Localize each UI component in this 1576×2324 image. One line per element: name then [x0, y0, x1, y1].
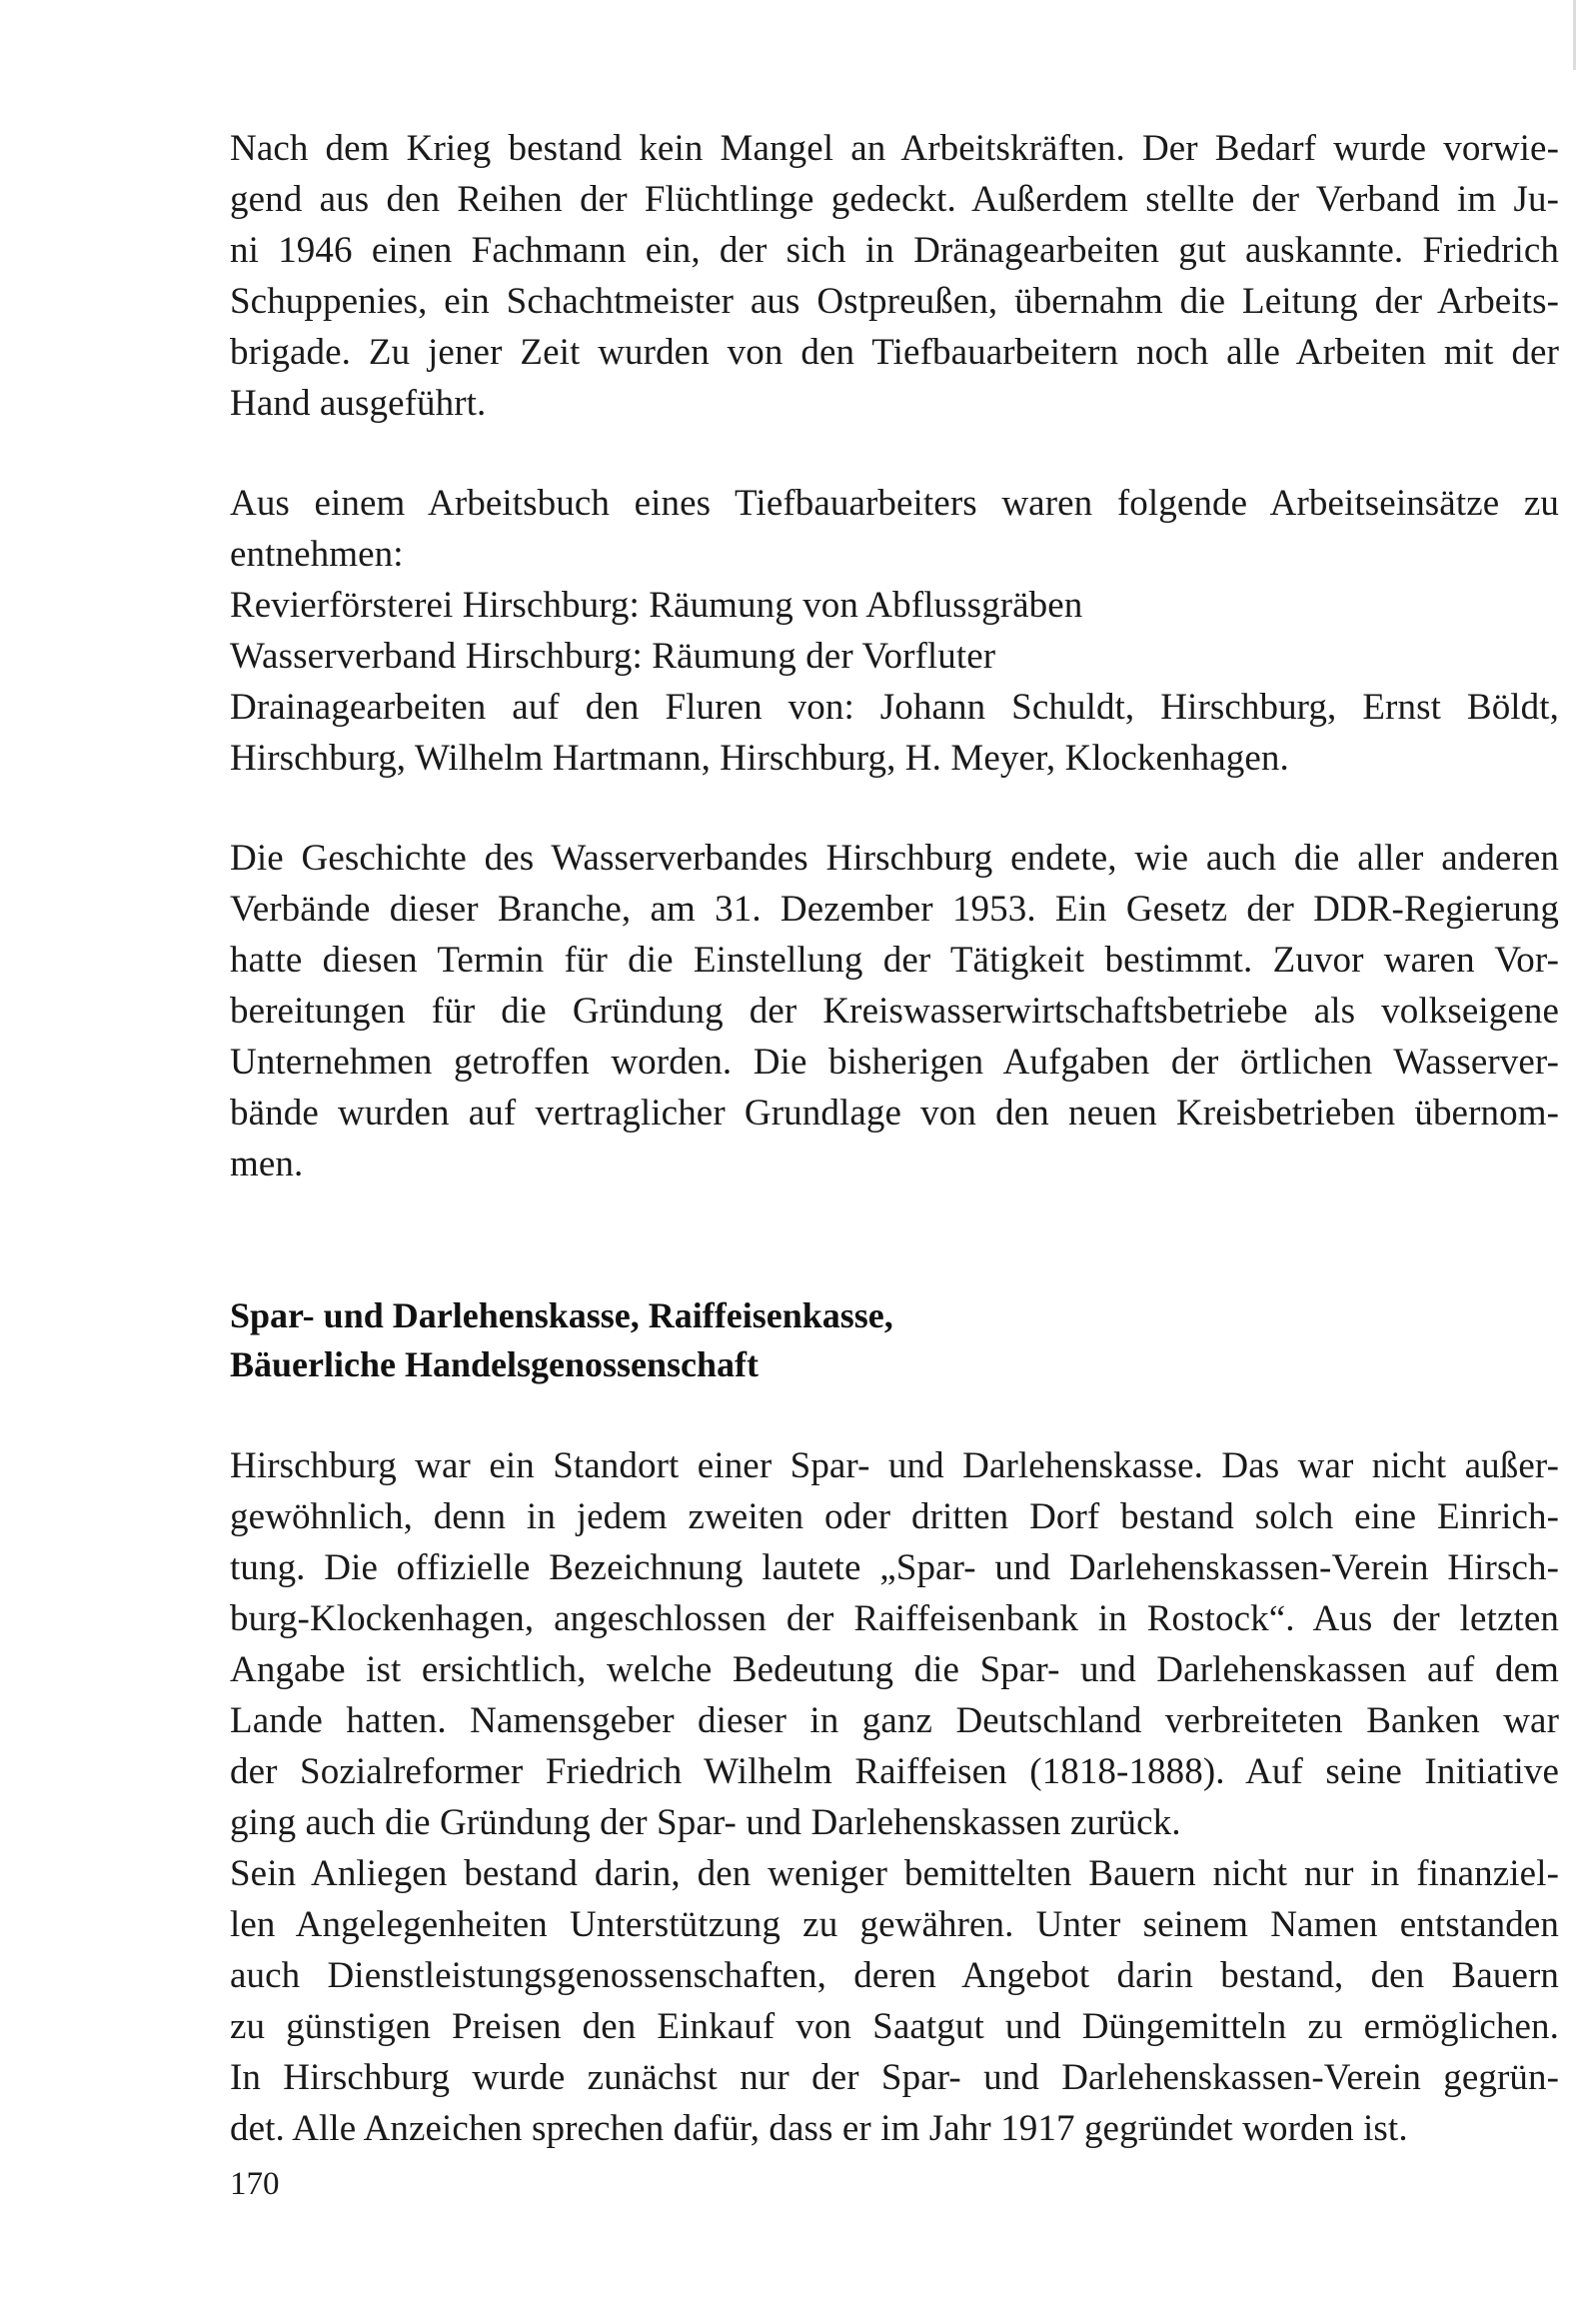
paragraph-3-line-1: Die Geschichte des Wasserverbandes Hirschburg endete, wie auch die aller anderen — [230, 838, 1559, 879]
paragraph-2-line-1: Aus einem Arbeitsbuch eines Tiefbauarbeiters waren folgende Arbeitseinsätze zu — [230, 483, 1559, 524]
section-heading-line-2: Bäuerliche Handelsgenossenschaft — [230, 1344, 760, 1384]
section-paragraph-1-line-7: der Sozialreformer Friedrich Wilhelm Raiffeisen (1818-1888). Auf seine Initiative — [230, 1751, 1559, 1792]
paragraph-3-line-2: Verbände dieser Branche, am 31. Dezember 1953. Ein Gesetz der DDR-Regierung — [230, 889, 1559, 930]
paragraph-2-line-3: Revierförsterei Hirschburg: Räumung von Abflussgräben — [230, 585, 1083, 626]
paragraph-1-line-1: Nach dem Krieg bestand kein Mangel an Arbeitskräften. Der Bedarf wurde vorwie- — [230, 128, 1559, 169]
section-paragraph-1-line-2: gewöhnlich, denn in jedem zweiten oder dritten Dorf bestand solch eine Einrich- — [230, 1496, 1559, 1537]
paragraph-1-line-4: Schuppenies, ein Schachtmeister aus Ostpreußen, übernahm die Leitung der Arbeits- — [230, 281, 1559, 322]
paragraph-3-line-4: bereitungen für die Gründung der Kreiswasserwirtschaftsbetriebe als volkseigene — [230, 991, 1559, 1032]
section-paragraph-1-line-1: Hirschburg war ein Standort einer Spar- und Darlehenskasse. Das war nicht außer- — [230, 1445, 1559, 1486]
section-paragraph-2-line-2: len Angelegenheiten Unterstützung zu gewähren. Unter seinem Namen entstanden — [230, 1904, 1559, 1945]
section-paragraph-1-line-4: burg-Klockenhagen, angeschlossen der Raiffeisenbank in Rostock“. Aus der letzten — [230, 1598, 1559, 1639]
paragraph-1-line-6: Hand ausgeführt. — [230, 383, 487, 424]
paragraph-3-line-3: hatte diesen Termin für die Einstellung der Tätigkeit bestimmt. Zuvor waren Vor- — [230, 940, 1559, 981]
section-paragraph-2-line-3: auch Dienstleistungsgenossenschaften, deren Angebot darin bestand, den Bauern — [230, 1955, 1559, 1996]
paragraph-3-line-7: men. — [230, 1144, 304, 1184]
section-heading-line-1: Spar- und Darlehenskasse, Raiffeisenkasse, — [230, 1295, 893, 1335]
section-paragraph-2-line-1: Sein Anliegen bestand darin, den weniger bemittelten Bauern nicht nur in finanziel- — [230, 1853, 1559, 1894]
paragraph-2-line-4: Wasserverband Hirschburg: Räumung der Vorfluter — [230, 636, 996, 677]
paragraph-3-line-5: Unternehmen getroffen worden. Die bisherigen Aufgaben der örtlichen Wasserver- — [230, 1042, 1559, 1083]
paragraph-1-line-2: gend aus den Reihen der Flüchtlinge gedeckt. Außerdem stellte der Verband im Ju- — [230, 179, 1559, 220]
section-paragraph-1-line-5: Angabe ist ersichtlich, welche Bedeutung die Spar- und Darlehenskassen auf dem — [230, 1649, 1559, 1690]
section-paragraph-2-line-4: zu günstigen Preisen den Einkauf von Saatgut und Düngemitteln zu ermöglichen. — [230, 2006, 1559, 2047]
paragraph-1-line-3: ni 1946 einen Fachmann ein, der sich in Dränagearbeiten gut auskannte. Friedrich — [230, 230, 1559, 271]
paragraph-2-line-2: entnehmen: — [230, 534, 404, 575]
paragraph-2-line-5: Drainagearbeiten auf den Fluren von: Johann Schuldt, Hirschburg, Ernst Böldt, — [230, 687, 1559, 728]
paragraph-2-line-6: Hirschburg, Wilhelm Hartmann, Hirschburg, H. Meyer, Klockenhagen. — [230, 738, 1289, 779]
page-number: 170 — [230, 2166, 280, 2202]
paragraph-3-line-6: bände wurden auf vertraglicher Grundlage von den neuen Kreisbetrieben übernom- — [230, 1093, 1559, 1134]
section-paragraph-1-line-8: ging auch die Gründung der Spar- und Darlehenskassen zurück. — [230, 1802, 1181, 1843]
section-paragraph-1-line-3: tung. Die offizielle Bezeichnung lautete „Spar- und Darlehenskassen-Verein Hirsch- — [230, 1547, 1559, 1588]
section-paragraph-2-line-5: In Hirschburg wurde zunächst nur der Spar- und Darlehenskassen-Verein gegrün- — [230, 2057, 1559, 2098]
paragraph-1-line-5: brigade. Zu jener Zeit wurden von den Tiefbauarbeitern noch alle Arbeiten mit der — [230, 332, 1559, 373]
section-paragraph-1-line-6: Lande hatten. Namensgeber dieser in ganz Deutschland verbreiteten Banken war — [230, 1700, 1559, 1741]
section-paragraph-2-line-6: det. Alle Anzeichen sprechen dafür, dass er im Jahr 1917 gegründet worden ist. — [230, 2108, 1408, 2149]
